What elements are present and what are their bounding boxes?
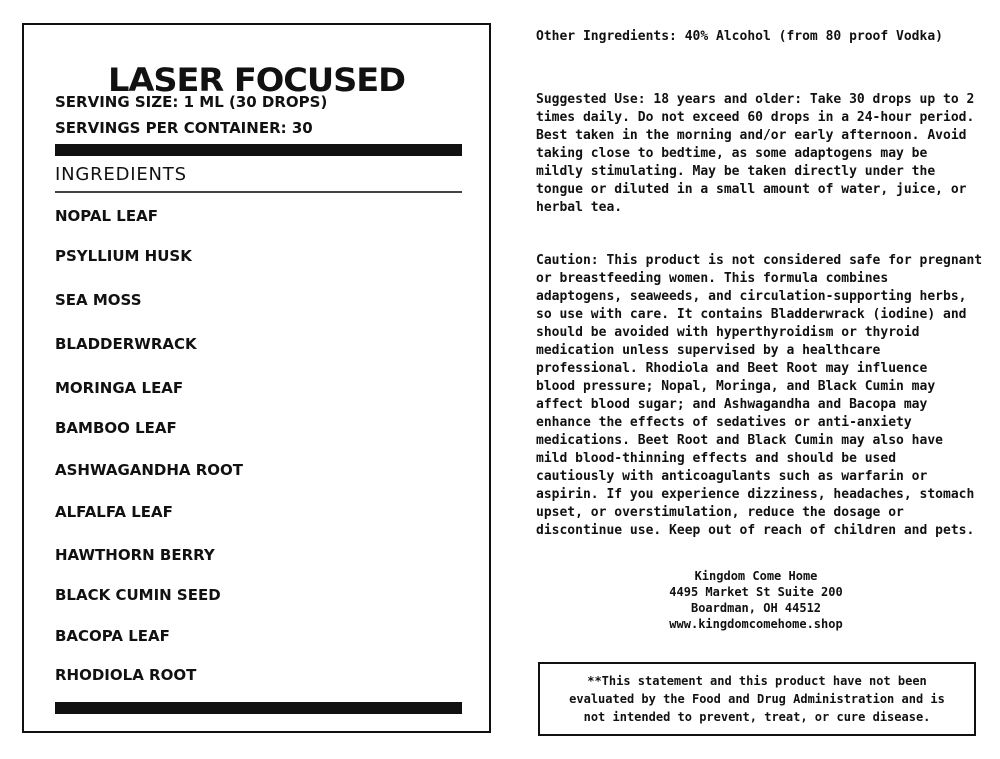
caution-line: professional. Rhodiola and Beet Root may influence xyxy=(536,361,928,376)
caution-line: medications. Beet Root and Black Cumin may also have xyxy=(536,433,943,448)
ingredient-item: BLACK CUMIN SEED xyxy=(55,586,221,604)
caution-line: affect blood sugar; and Ashwagandha and Bacopa may xyxy=(536,397,928,412)
caution-line: discontinue use. Keep out of reach of children and pets. xyxy=(536,523,975,538)
company-name: Kingdom Come Home xyxy=(694,569,818,583)
ingredient-item: MORINGA LEAF xyxy=(55,379,184,397)
suggested-use-line: Suggested Use: 18 years and older: Take 30 drops up to 2 xyxy=(536,92,975,107)
serving-size: SERVING SIZE: 1 ML (30 DROPS) xyxy=(55,93,328,111)
ingredient-item: NOPAL LEAF xyxy=(55,207,158,225)
caution-line: or breastfeeding women. This formula combines xyxy=(536,271,889,286)
fda-disclaimer-box xyxy=(538,662,976,736)
divider-bar-bottom xyxy=(55,702,462,714)
ingredient-item: PSYLLIUM HUSK xyxy=(55,247,192,265)
disclaimer-line: **This statement and this product have not been xyxy=(587,674,927,688)
ingredient-item: SEA MOSS xyxy=(55,291,142,309)
caution-line: medication unless supervised by a healthcare xyxy=(536,343,881,358)
caution-line: enhance the effects of sedatives or anti-anxiety xyxy=(536,415,912,430)
company-address xyxy=(536,568,976,632)
suggested-use-line: taking close to bedtime, as some adaptogens may be xyxy=(536,146,928,161)
caution-line: so use with care. It contains Bladderwrack (iodine) and xyxy=(536,307,967,322)
ingredient-item: ASHWAGANDHA ROOT xyxy=(55,461,244,479)
caution-text xyxy=(536,252,983,540)
caution-line: aspirin. If you experience dizziness, headaches, stomach xyxy=(536,487,975,502)
suggested-use xyxy=(536,91,976,217)
caution-line: upset, or overstimulation, reduce the dosage or xyxy=(536,505,904,520)
suggested-use-line: tongue or diluted in a small amount of water, juice, or xyxy=(536,182,967,197)
disclaimer-line: not intended to prevent, treat, or cure disease. xyxy=(583,710,931,724)
caution-line: blood pressure; Nopal, Moringa, and Black Cumin may xyxy=(536,379,936,394)
company-city: Boardman, OH 44512 xyxy=(690,601,822,615)
other-ingredients: Other Ingredients: 40% Alcohol (from 80 proof Vodka) xyxy=(536,29,943,44)
supplement-facts-panel xyxy=(22,23,491,733)
caution-line: adaptogens, seaweeds, and circulation-supporting herbs, xyxy=(536,289,967,304)
company-website: www.kingdomcomehome.shop xyxy=(669,617,843,631)
company-street: 4495 Market St Suite 200 xyxy=(669,585,843,599)
ingredient-item: BACOPA LEAF xyxy=(55,627,170,645)
caution-line: Caution: This product is not considered safe for pregnant xyxy=(536,253,983,268)
suggested-use-line: Best taken in the morning and/or early afternoon. Avoid xyxy=(536,128,967,143)
ingredient-item: BLADDERWRACK xyxy=(55,335,197,353)
ingredients-rule xyxy=(55,191,462,193)
disclaimer-line: evaluated by the Food and Drug Administration and is xyxy=(569,692,945,706)
caution-line: cautiously with anticoagulants such as warfarin or xyxy=(536,469,928,484)
caution-line: mild blood-thinning effects and should be used xyxy=(536,451,897,466)
suggested-use-line: mildly stimulating. May be taken directly under the xyxy=(536,164,936,179)
product-title: LASER FOCUSED xyxy=(108,61,405,99)
caution-line: should be avoided with hyperthyroidism or thyroid xyxy=(536,325,920,340)
ingredient-item: HAWTHORN BERRY xyxy=(55,546,215,564)
suggested-use-line: times daily. Do not exceed 60 drops in a 24-hour period. xyxy=(536,110,975,125)
ingredient-item: BAMBOO LEAF xyxy=(55,419,177,437)
ingredient-item: ALFALFA LEAF xyxy=(55,503,173,521)
suggested-use-line: herbal tea. xyxy=(536,200,623,215)
servings-per-container: SERVINGS PER CONTAINER: 30 xyxy=(55,119,313,137)
divider-bar-top xyxy=(55,144,462,156)
ingredients-header: INGREDIENTS xyxy=(55,164,187,185)
ingredient-item: RHODIOLA ROOT xyxy=(55,666,197,684)
